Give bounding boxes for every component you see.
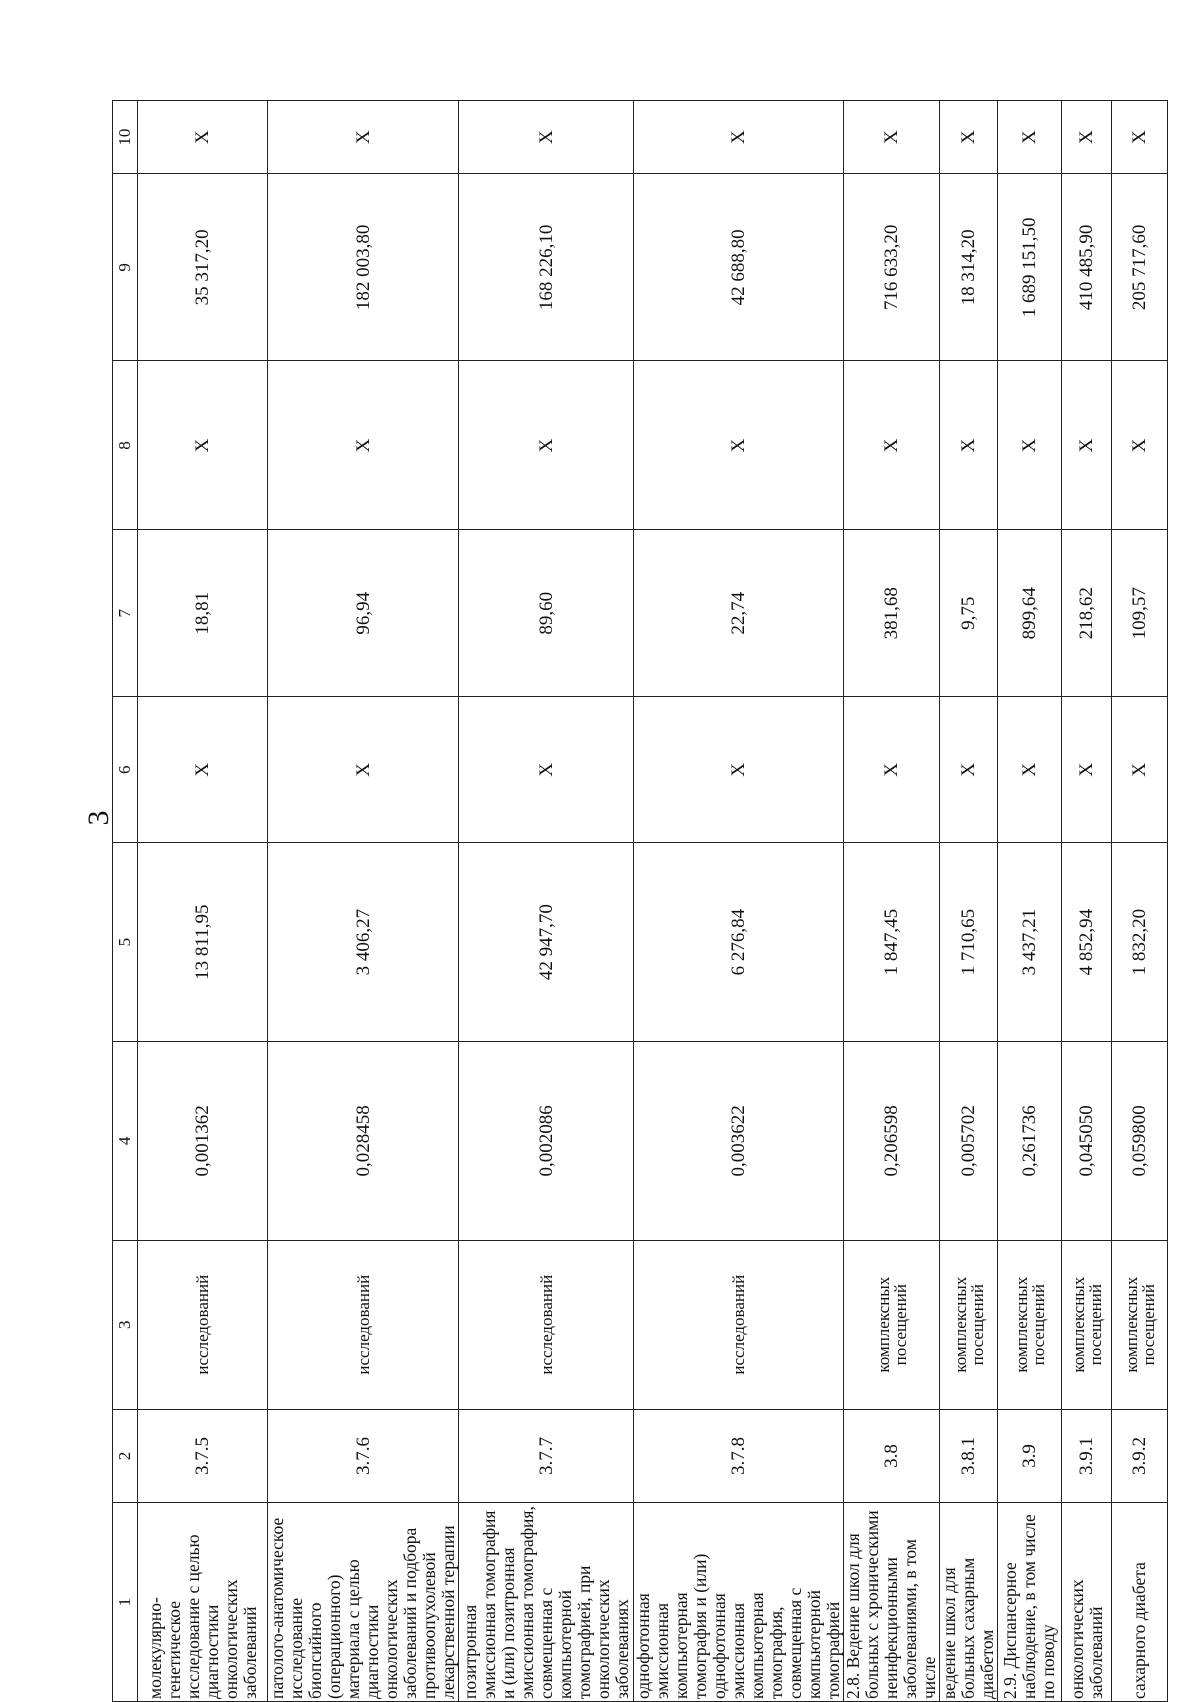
row-name: 2.9. Диспансерное наблюдение, в том числе по поводу xyxy=(998,1503,1062,1702)
row-value-4: 0,028458 xyxy=(268,1042,459,1241)
data-table xyxy=(112,100,1168,1702)
row-value-4: 0,059800 xyxy=(1112,1042,1168,1241)
table-row xyxy=(268,101,459,1702)
row-unit: исследований xyxy=(459,1240,634,1409)
row-value-5: 1 847,45 xyxy=(844,843,940,1042)
row-value-10: X xyxy=(1112,101,1168,174)
row-value-5: 1 710,65 xyxy=(940,843,998,1042)
row-value-7: 18,81 xyxy=(138,530,268,697)
row-value-9: 716 633,20 xyxy=(844,174,940,361)
row-unit: исследований xyxy=(138,1240,268,1409)
row-value-7: 218,62 xyxy=(1062,530,1112,697)
table-row xyxy=(940,101,998,1702)
column-header-1: 1 xyxy=(113,1503,138,1702)
row-name: молекулярно-генетическое исследование с целью диагностики онкологических заболеваний xyxy=(138,1503,268,1702)
row-name: сахарного диабета xyxy=(1112,1503,1168,1702)
row-code: 3.7.7 xyxy=(459,1409,634,1503)
row-value-4: 0,005702 xyxy=(940,1042,998,1241)
row-value-8: X xyxy=(1062,361,1112,530)
row-code: 3.8.1 xyxy=(940,1409,998,1503)
row-value-4: 0,003622 xyxy=(634,1042,844,1241)
row-value-9: 42 688,80 xyxy=(634,174,844,361)
row-value-6: X xyxy=(1062,697,1112,843)
table-row xyxy=(998,101,1062,1702)
column-header-5: 5 xyxy=(113,843,138,1042)
column-header-4: 4 xyxy=(113,1042,138,1241)
row-value-9: 35 317,20 xyxy=(138,174,268,361)
row-value-5: 3 406,27 xyxy=(268,843,459,1042)
column-number-row xyxy=(113,101,138,1702)
row-value-9: 168 226,10 xyxy=(459,174,634,361)
row-value-9: 205 717,60 xyxy=(1112,174,1168,361)
row-value-9: 1 689 151,50 xyxy=(998,174,1062,361)
row-value-8: X xyxy=(634,361,844,530)
row-value-5: 42 947,70 xyxy=(459,843,634,1042)
row-value-5: 1 832,20 xyxy=(1112,843,1168,1042)
table-row xyxy=(138,101,268,1702)
row-code: 3.7.6 xyxy=(268,1409,459,1503)
row-code: 3.9.1 xyxy=(1062,1409,1112,1503)
row-unit: комплексных посещений xyxy=(1062,1240,1112,1409)
row-value-6: X xyxy=(940,697,998,843)
row-code: 3.9.2 xyxy=(1112,1409,1168,1503)
row-unit: комплексных посещений xyxy=(1112,1240,1168,1409)
row-unit: исследований xyxy=(268,1240,459,1409)
column-header-7: 7 xyxy=(113,530,138,697)
row-value-7: 9,75 xyxy=(940,530,998,697)
column-header-9: 9 xyxy=(113,174,138,361)
table-row xyxy=(459,101,634,1702)
row-value-6: X xyxy=(998,697,1062,843)
row-value-6: X xyxy=(459,697,634,843)
row-value-9: 18 314,20 xyxy=(940,174,998,361)
row-name: позитронная эмиссионная томография и (или) позитронная эмиссионная томография, совмещенная с компьютерной томографией, при онкологических заболеваниях xyxy=(459,1503,634,1702)
row-value-10: X xyxy=(459,101,634,174)
row-value-9: 182 003,80 xyxy=(268,174,459,361)
row-unit: комплексных посещений xyxy=(998,1240,1062,1409)
row-value-8: X xyxy=(138,361,268,530)
row-name: патолого-анатомическое исследование биопсийного (операционного) материала с целью диагностики онкологических заболеваний и подбора противоопухолевой лекарственной терапии xyxy=(268,1503,459,1702)
row-value-10: X xyxy=(138,101,268,174)
column-header-10: 10 xyxy=(113,101,138,174)
row-code: 3.9 xyxy=(998,1409,1062,1503)
row-name: онкологических заболеваний xyxy=(1062,1503,1112,1702)
table-row xyxy=(1062,101,1112,1702)
row-name: ведение школ для больных сахарным диабетом xyxy=(940,1503,998,1702)
column-header-8: 8 xyxy=(113,361,138,530)
row-value-7: 381,68 xyxy=(844,530,940,697)
row-name: однофотонная эмиссионная компьютерная томография и (или) однофотонная эмиссионная компьютерная томография, совмещенная с компьютерной томографией xyxy=(634,1503,844,1702)
table-row xyxy=(634,101,844,1702)
row-value-10: X xyxy=(998,101,1062,174)
column-header-3: 3 xyxy=(113,1240,138,1409)
row-value-8: X xyxy=(940,361,998,530)
column-header-2: 2 xyxy=(113,1409,138,1503)
row-value-8: X xyxy=(268,361,459,530)
row-value-10: X xyxy=(940,101,998,174)
row-value-8: X xyxy=(844,361,940,530)
row-value-6: X xyxy=(1112,697,1168,843)
page-number: 3 xyxy=(82,810,115,826)
row-value-5: 4 852,94 xyxy=(1062,843,1112,1042)
row-value-6: X xyxy=(138,697,268,843)
table-row xyxy=(844,101,940,1702)
row-value-7: 22,74 xyxy=(634,530,844,697)
row-value-10: X xyxy=(1062,101,1112,174)
row-value-5: 3 437,21 xyxy=(998,843,1062,1042)
row-value-4: 0,206598 xyxy=(844,1042,940,1241)
row-value-8: X xyxy=(459,361,634,530)
row-value-4: 0,001362 xyxy=(138,1042,268,1241)
row-value-7: 109,57 xyxy=(1112,530,1168,697)
row-value-4: 0,261736 xyxy=(998,1042,1062,1241)
row-unit: комплексных посещений xyxy=(940,1240,998,1409)
row-value-5: 6 276,84 xyxy=(634,843,844,1042)
row-value-6: X xyxy=(268,697,459,843)
row-value-7: 96,94 xyxy=(268,530,459,697)
row-name: 2.8. Ведение школ для больных с хроническими неинфекционными заболеваниями, в том числе xyxy=(844,1503,940,1702)
row-code: 3.7.8 xyxy=(634,1409,844,1503)
row-unit: комплексных посещений xyxy=(844,1240,940,1409)
row-unit: исследований xyxy=(634,1240,844,1409)
row-value-6: X xyxy=(634,697,844,843)
row-value-10: X xyxy=(844,101,940,174)
row-value-5: 13 811,95 xyxy=(138,843,268,1042)
row-code: 3.7.5 xyxy=(138,1409,268,1503)
row-value-7: 899,64 xyxy=(998,530,1062,697)
row-value-9: 410 485,90 xyxy=(1062,174,1112,361)
row-value-7: 89,60 xyxy=(459,530,634,697)
row-value-6: X xyxy=(844,697,940,843)
row-value-10: X xyxy=(268,101,459,174)
table-row xyxy=(1112,101,1168,1702)
row-value-4: 0,002086 xyxy=(459,1042,634,1241)
rotated-table-container xyxy=(112,100,1158,1702)
column-header-6: 6 xyxy=(113,697,138,843)
row-value-10: X xyxy=(634,101,844,174)
row-value-8: X xyxy=(998,361,1062,530)
row-code: 3.8 xyxy=(844,1409,940,1503)
row-value-4: 0,045050 xyxy=(1062,1042,1112,1241)
row-value-8: X xyxy=(1112,361,1168,530)
